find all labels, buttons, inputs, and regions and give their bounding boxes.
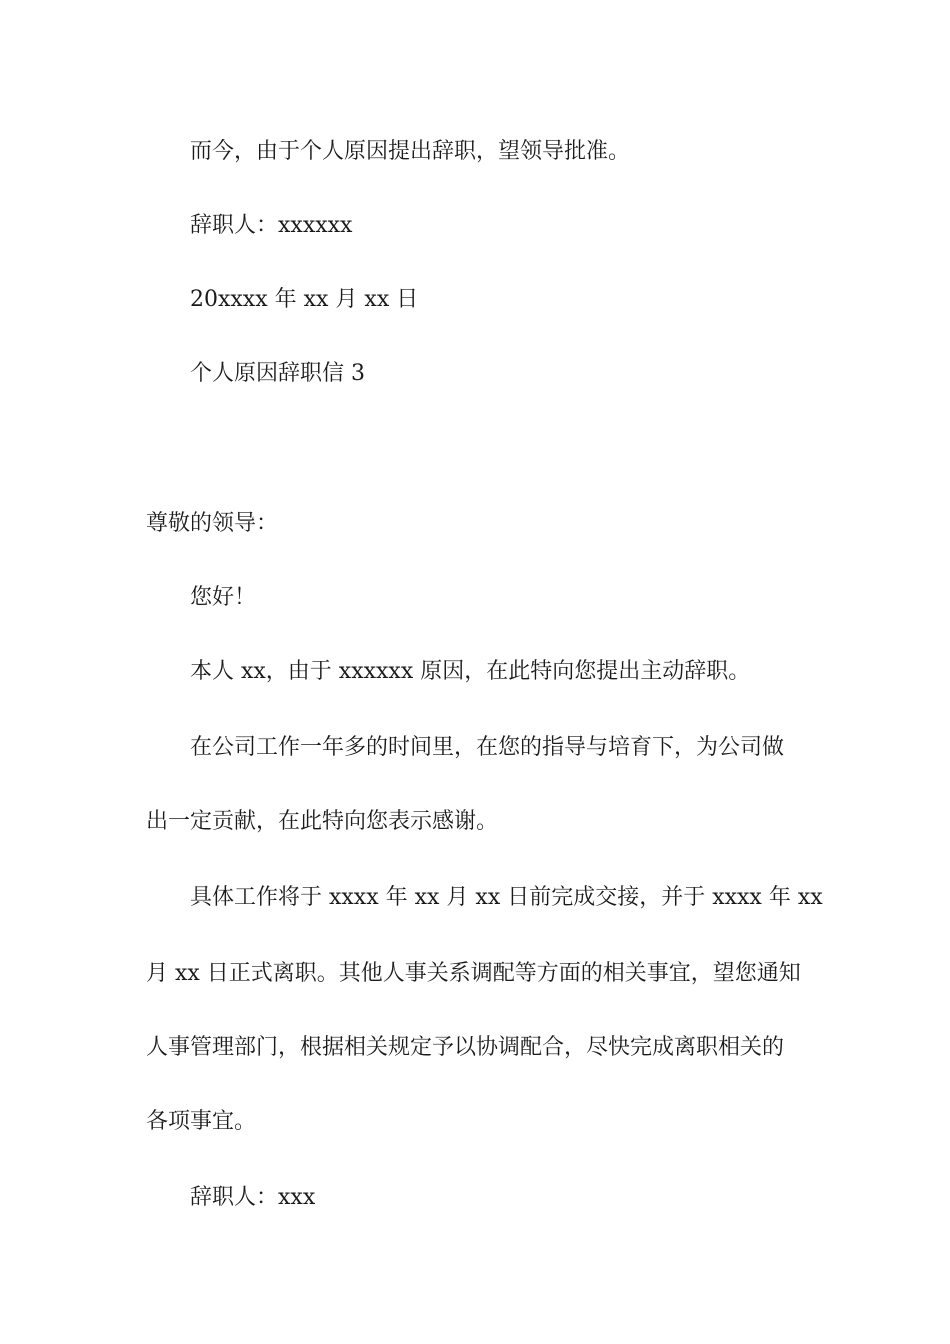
paragraph-thanks-line-2: 出一定贡献，在此特向您表示感谢。 — [146, 809, 499, 834]
date-line: 20xxxx 年 xx 月 xx 日 — [190, 287, 419, 312]
signature-line-2: 辞职人：xxx — [190, 1185, 316, 1210]
paragraph-thanks-line-1: 在公司工作一年多的时间里，在您的指导与培育下，为公司做 — [190, 735, 785, 760]
paragraph-approval-request: 而今，由于个人原因提出辞职，望领导批准。 — [190, 139, 631, 164]
paragraph-resignation-statement: 本人 xx，由于 xxxxxx 原因，在此特向您提出主动辞职。 — [190, 659, 751, 684]
paragraph-handover-line-2: 月 xx 日正式离职。其他人事关系调配等方面的相关事宜，望您通知 — [146, 961, 801, 986]
paragraph-handover-line-4: 各项事宜。 — [146, 1109, 257, 1134]
salutation: 尊敬的领导： — [146, 511, 279, 536]
signature-line-1: 辞职人：xxxxxx — [190, 213, 353, 238]
greeting: 您好！ — [190, 585, 257, 610]
paragraph-handover-line-1: 具体工作将于 xxxx 年 xx 月 xx 日前完成交接，并于 xxxx 年 xx — [190, 885, 823, 910]
paragraph-handover-line-3: 人事管理部门，根据相关规定予以协调配合，尽快完成离职相关的 — [146, 1035, 785, 1060]
section-title: 个人原因辞职信 3 — [190, 361, 365, 386]
